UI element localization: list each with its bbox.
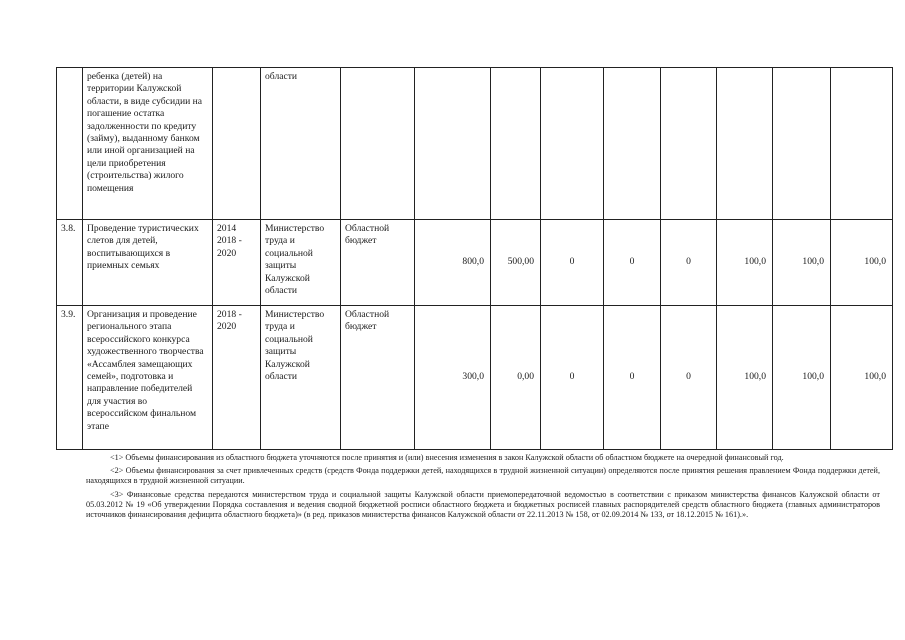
row-source: Областной бюджет (341, 306, 415, 450)
program-table (56, 67, 893, 450)
row-value-2016 (604, 68, 661, 220)
row-description: Проведение туристических слетов для детей, воспитывающихся в приемных семьях (83, 220, 213, 306)
footnotes (86, 453, 880, 523)
row-value-2017 (661, 68, 717, 220)
table-row (57, 306, 893, 450)
row-value-2018 (717, 68, 773, 220)
table-row (57, 68, 893, 220)
row-value-2015 (541, 68, 604, 220)
row-value-2014: 0,00 (491, 306, 541, 450)
row-description: ребенка (детей) на территории Калужской области, в виде субсидии на погашение остатка задолженности по кредиту (займу), выданному банком или иной организацией на цели приобретения (строительства) жилого помещения (83, 68, 213, 220)
row-value-2015: 0 (541, 306, 604, 450)
row-value-2019: 100,0 (773, 220, 831, 306)
row-value-total (415, 68, 491, 220)
row-index: 3.9. (57, 306, 83, 450)
row-value-2020: 100,0 (831, 220, 893, 306)
row-value-2018: 100,0 (717, 220, 773, 306)
row-years (213, 68, 261, 220)
row-value-2016: 0 (604, 306, 661, 450)
row-value-2015: 0 (541, 220, 604, 306)
row-description: Организация и проведение регионального этапа всероссийского конкурса художественного творчества «Ассамблея замещающих семей», подготовка и направление победителей для участия во всероссийском финальном этапе (83, 306, 213, 450)
row-value-total: 800,0 (415, 220, 491, 306)
row-value-2019: 100,0 (773, 306, 831, 450)
row-executor: Министерство труда и социальной защиты Калужской области (261, 306, 341, 450)
row-index (57, 68, 83, 220)
row-value-2017: 0 (661, 220, 717, 306)
row-value-2019 (773, 68, 831, 220)
row-years: 2014 2018 - 2020 (213, 220, 261, 306)
row-value-2014 (491, 68, 541, 220)
row-value-2018: 100,0 (717, 306, 773, 450)
row-value-2020: 100,0 (831, 306, 893, 450)
footnote-2: <2> Объемы финансирования за счет привлеченных средств (средств Фонда поддержки детей, находящихся в трудной жизненной ситуации) определяются после принятия решения правлением Фонда поддержки детей, находящихся в трудной жизненной ситуации. (86, 466, 880, 486)
row-source (341, 68, 415, 220)
row-index: 3.8. (57, 220, 83, 306)
footnote-3: <3> Финансовые средства передаются министерством труда и социальной защиты Калужской области приемопередаточной ведомостью в соответствии с приказом министерства финансов Калужской области от 05.03.2012 № 19 «Об утверждении Порядка составления и ведения сводной бюджетной росписи областного бюджета и бюджетных росписей главных распорядителей средств областного бюджета (главных администраторов источников финансирования дефицита областного бюджета)» (в ред. приказов министерства финансов Калужской области от 22.11.2013 № 158, от 02.09.2014 № 133, от 18.12.2015 № 161).». (86, 489, 880, 520)
row-value-2017: 0 (661, 306, 717, 450)
row-value-total: 300,0 (415, 306, 491, 450)
footnote-1: <1> Объемы финансирования из областного бюджета уточняются после принятия и (или) внесения изменения в закон Калужской области об областном бюджете на очередной финансовый год. (110, 453, 784, 462)
row-executor: области (261, 68, 341, 220)
table-row (57, 220, 893, 306)
row-value-2014: 500,00 (491, 220, 541, 306)
row-value-2016: 0 (604, 220, 661, 306)
row-executor: Министерство труда и социальной защиты Калужской области (261, 220, 341, 306)
row-value-2020 (831, 68, 893, 220)
row-source: Областной бюджет (341, 220, 415, 306)
row-years: 2018 - 2020 (213, 306, 261, 450)
